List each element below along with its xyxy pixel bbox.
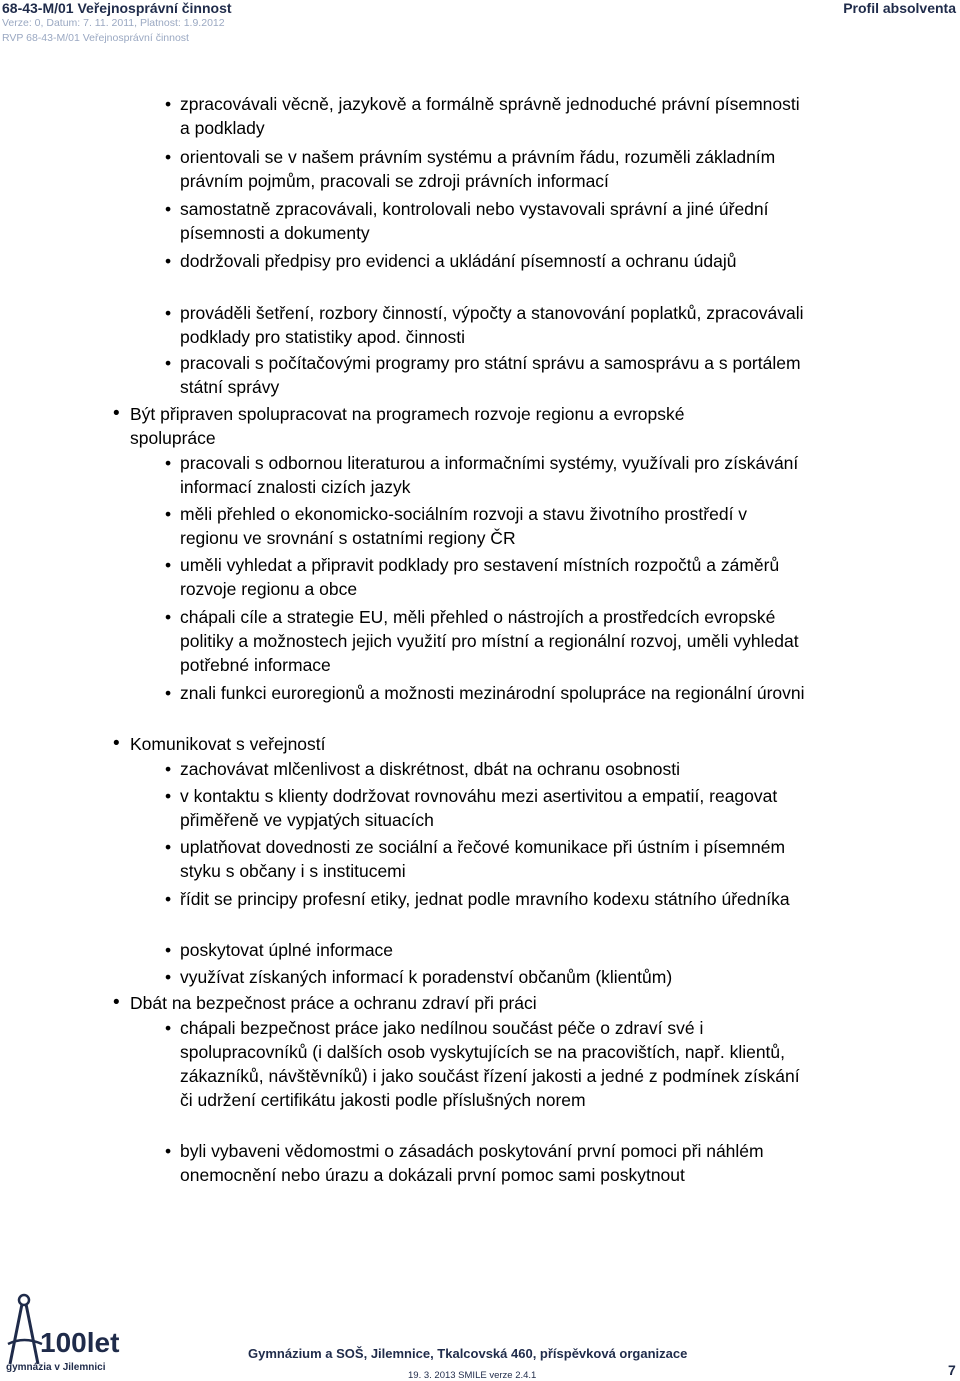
- compass-logo-icon: [4, 1292, 122, 1374]
- bullet-icon: •: [165, 303, 172, 323]
- footer-organization: Gymnázium a SOŠ, Jilemnice, Tkalcovská 460, příspěvková organizace: [248, 1346, 688, 1361]
- bullet-icon: •: [165, 683, 172, 703]
- bullet-icon: •: [165, 607, 172, 627]
- bullet-icon: •: [165, 967, 172, 987]
- list-item: • pracovali s odbornou literaturou a informačními systémy, využívali pro získávání informací znalosti cizích jazyk: [165, 453, 799, 497]
- list-item: • využívat získaných informací k poradenství občanům (klientům): [165, 967, 673, 987]
- list-item: • chápali cíle a strategie EU, měli přehled o nástrojích a prostředcích evropské politiky a možnostech jejich využití pro místní a regionální rozvoj, uměli vyhledat potřebné informace: [165, 607, 799, 675]
- bullet-icon: •: [165, 147, 172, 167]
- version-line: Verze: 0, Datum: 7. 11. 2011, Platnost: 1.9.2012: [2, 17, 225, 29]
- document-code-title: 68-43-M/01 Veřejnosprávní činnost: [2, 0, 232, 16]
- bullet-icon: •: [165, 759, 172, 779]
- bullet-icon: •: [165, 1141, 172, 1161]
- list-item: • pracovali s počítačovými programy pro státní správu a samosprávu a s portálem státní správy: [165, 353, 801, 397]
- footer-date-version: 19. 3. 2013 SMILE verze 2.4.1: [408, 1370, 537, 1381]
- bullet-icon: •: [165, 786, 172, 806]
- bullet-icon: •: [165, 555, 172, 575]
- page-number: 7: [948, 1362, 956, 1378]
- list-item: • poskytovat úplné informace: [165, 940, 394, 960]
- list-item-main: • Komunikovat s veřejností: [113, 733, 326, 754]
- bullet-icon: •: [165, 94, 172, 114]
- bullet-icon: •: [165, 504, 172, 524]
- bullet-icon: •: [165, 453, 172, 473]
- section-title: Profil absolventa: [843, 0, 956, 16]
- list-item: • měli přehled o ekonomicko-sociálním rozvoji a stavu životního prostředí v regionu ve srovnání s ostatními regiony ČR: [165, 504, 748, 548]
- list-item: • uplatňovat dovednosti ze sociální a řečové komunikace při ústním i písemném styku s občany i s institucemi: [165, 837, 786, 881]
- bullet-icon: •: [113, 403, 120, 424]
- page-header: [0, 0, 960, 46]
- bullet-icon: •: [165, 251, 172, 271]
- school-logo: [4, 1292, 122, 1374]
- bullet-icon: •: [165, 889, 172, 909]
- bullet-icon: •: [113, 992, 120, 1013]
- list-item-main: • Dbát na bezpečnost práce a ochranu zdraví při práci: [113, 992, 537, 1013]
- list-item: • orientovali se v našem právním systému a právním řádu, rozuměli základním právním pojmům, pracovali se zdroji právních informací: [165, 147, 776, 191]
- list-item: • dodržovali předpisy pro evidenci a ukládání písemností a ochranu údajů: [165, 251, 737, 271]
- bullet-icon: •: [113, 733, 120, 754]
- list-item: • řídit se principy profesní etiky, jednat podle mravního kodexu státního úředníka: [165, 889, 790, 909]
- bullet-icon: •: [165, 837, 172, 857]
- svg-text:100let: 100let: [40, 1327, 120, 1358]
- bullet-icon: •: [165, 353, 172, 373]
- list-item: • zpracovávali věcně, jazykově a formálně správně jednoduché právní písemnosti a podklady: [165, 94, 800, 138]
- bullet-icon: •: [165, 940, 172, 960]
- svg-text:gymnázia v Jilemnici: gymnázia v Jilemnici: [6, 1362, 106, 1373]
- list-item: • v kontaktu s klienty dodržovat rovnováhu mezi asertivitou a empatií, reagovat přiměřeně ve vypjatých situacích: [165, 786, 778, 830]
- bullet-icon: •: [165, 1018, 172, 1038]
- list-item: • prováděli šetření, rozbory činností, výpočty a stanovování poplatků, zpracovávali podklady pro statistiky apod. činnosti: [165, 303, 804, 347]
- list-item-main: • Být připraven spolupracovat na programech rozvoje regionu a evropské spolupráce: [113, 403, 685, 448]
- list-item: • chápali bezpečnost práce jako nedílnou součást péče o zdraví své i spolupracovníků (i dalších osob vyskytujících se na pracovištích, např. klientů, zákazníků, návštěvníků) i jako součást řízení jakosti a jedné z podmínek získání či udržení certifikátu jakosti podle příslušných norem: [165, 1018, 800, 1110]
- list-item: • zachovávat mlčenlivost a diskrétnost, dbát na ochranu osobnosti: [165, 759, 681, 779]
- list-item: • znali funkci euroregionů a možnosti mezinárodní spolupráce na regionální úrovni: [165, 683, 805, 703]
- list-item: • uměli vyhledat a připravit podklady pro sestavení místních rozpočtů a záměrů rozvoje regionu a obce: [165, 555, 780, 599]
- rvp-line: RVP 68-43-M/01 Veřejnosprávní činnost: [2, 32, 189, 44]
- list-item: • byli vybaveni vědomostmi o zásadách poskytování první pomoci při náhlém onemocnění nebo úrazu a dokázali první pomoc sami poskytnout: [165, 1141, 764, 1185]
- list-item: • samostatně zpracovávali, kontrolovali nebo vystavovali správní a jiné úřední písemnosti a dokumenty: [165, 199, 769, 243]
- bullet-icon: •: [165, 199, 172, 219]
